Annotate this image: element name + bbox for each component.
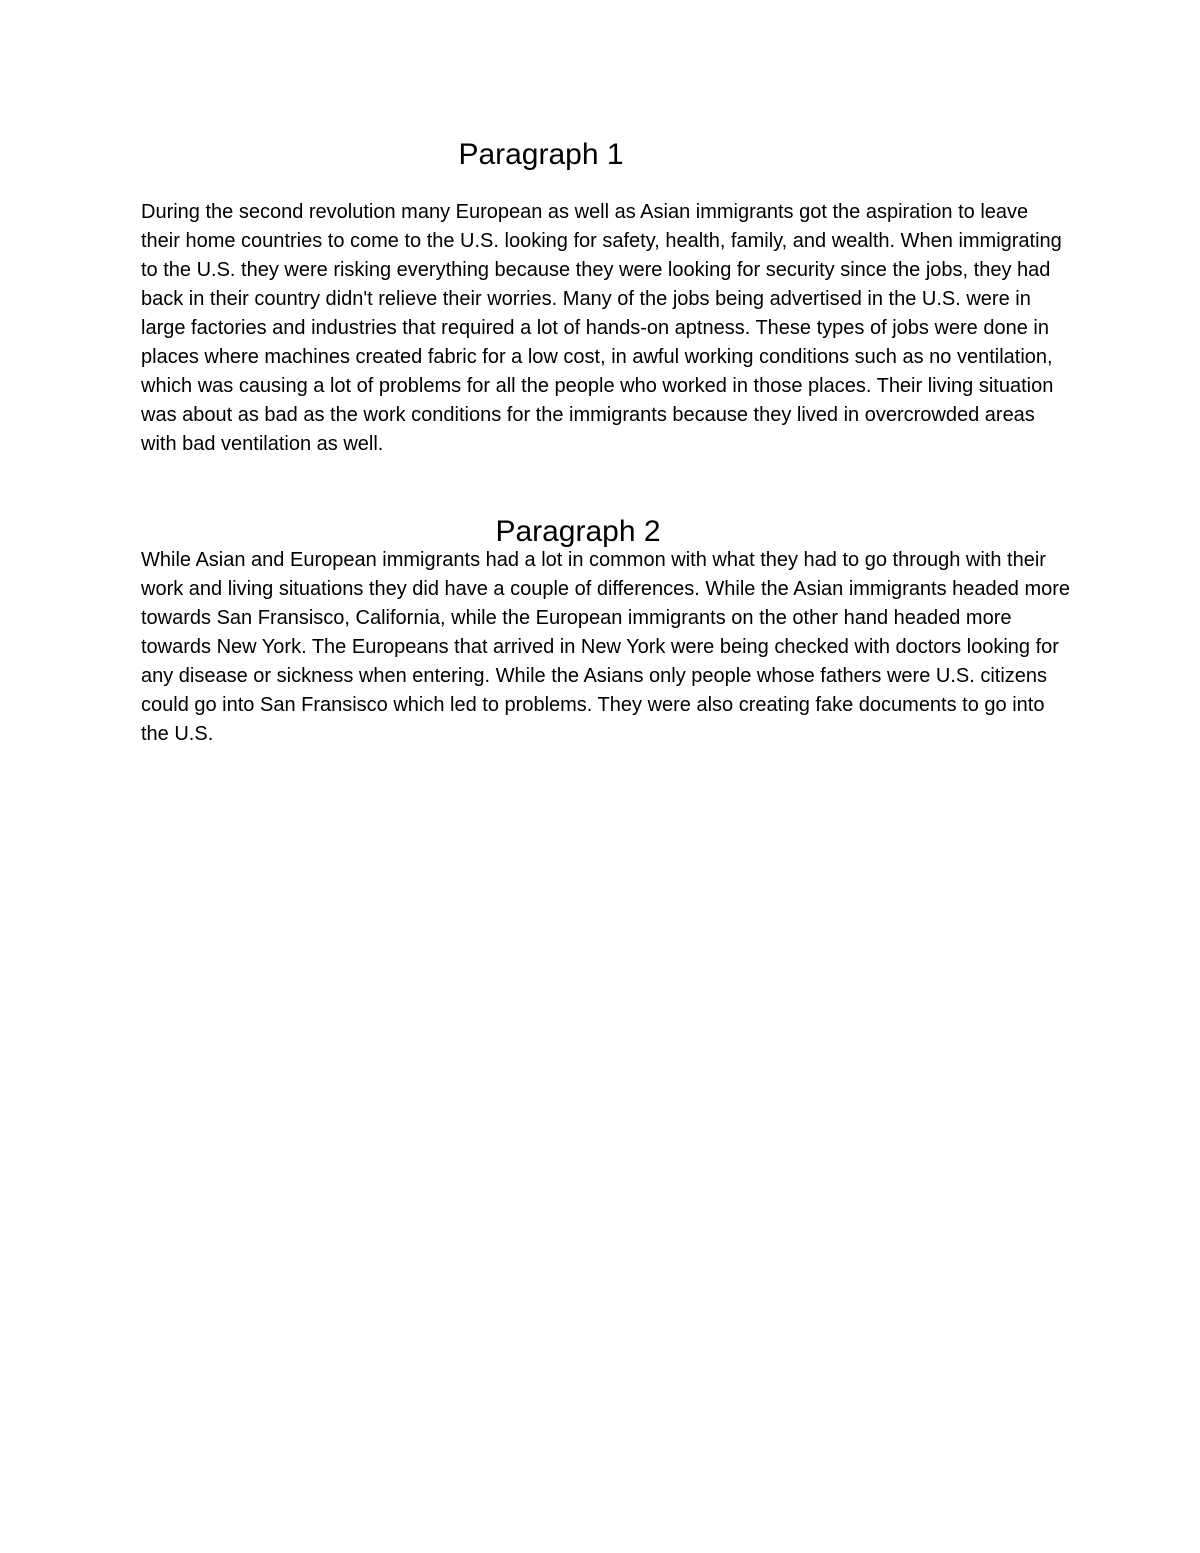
- spacer: [141, 459, 1071, 517]
- paragraph-1-heading: Paragraph 1: [458, 138, 624, 171]
- spacer: [141, 169, 1071, 198]
- paragraph-2-heading: Paragraph 2: [495, 515, 661, 548]
- paragraph-2-text: While Asian and European immigrants had a lot in common with what they had to go through with their work and living situations they did have a couple of differences. While the Asian immigrants headed more towards San Fransisco, California, while the European immigrants on the other hand headed more towards New York. The Europeans that arrived in New York were being checked with doctors looking for any disease or sickness when entering. While the Asians only people whose fathers were U.S. citizens could go into San Fransisco which led to problems. They were also creating fake documents to go into the U.S.: [141, 549, 1071, 745]
- paragraph-1-text: During the second revolution many European as well as Asian immigrants got the aspiration to leave their home countries to come to the U.S. looking for safety, health, family, and wealth. When immigrating to the U.S. they were risking everything because they were looking for security since the jobs, they had back in their country didn't relieve their worries. Many of the jobs being advertised in the U.S. were in large factories and industries that required a lot of hands-on aptness. These types of jobs were done in places where machines created fabric for a low cost, in awful working conditions such as no ventilation, which was causing a lot of problems for all the people who worked in those places. Their living situation was about as bad as the work conditions for the immigrants because they lived in overcrowded areas with bad ventilation as well.: [141, 201, 1062, 455]
- document-body: [141, 140, 1071, 749]
